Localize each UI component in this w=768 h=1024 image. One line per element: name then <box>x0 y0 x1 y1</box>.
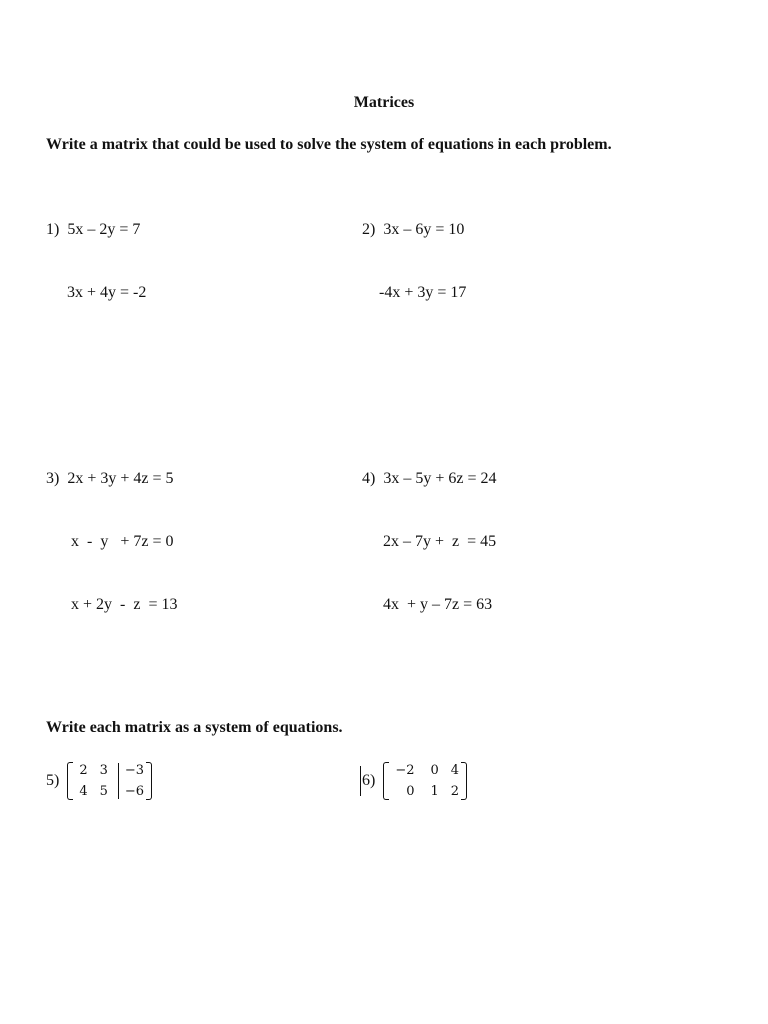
problem-number: 6) <box>362 772 376 789</box>
matrix-cell: 0 <box>406 784 415 799</box>
equation: 5x – 2y = 7 <box>67 221 141 238</box>
equation: 2x – 7y + z = 45 <box>383 533 497 550</box>
problem-4 <box>362 426 496 657</box>
matrix-cell: 2 <box>450 784 460 799</box>
matrix-cell: 2 <box>79 763 88 778</box>
problem-number: 4) <box>362 470 376 487</box>
stray-mark <box>360 766 361 796</box>
right-bracket <box>461 762 467 800</box>
problem-number: 2) <box>362 221 376 238</box>
problem-5 <box>46 760 152 802</box>
problem-number: 1) <box>46 221 60 238</box>
matrix-cell: 5 <box>99 784 108 799</box>
section1-instruction: Write a matrix that could be used to solve the system of equations in each problem. <box>46 136 612 153</box>
constant-column <box>449 760 461 802</box>
equation: x - y + 7z = 0 <box>67 533 174 550</box>
equation: 4x + y – 7z = 63 <box>383 596 493 613</box>
equation: 2x + 3y + 4z = 5 <box>67 470 174 487</box>
matrix-cell: 3 <box>99 763 108 778</box>
matrix-cell: −2 <box>395 763 415 778</box>
section2-instruction: Write each matrix as a system of equations. <box>46 719 343 736</box>
matrix-cell: 4 <box>450 763 460 778</box>
matrix-cell: 1 <box>430 784 439 799</box>
equation: 3x – 6y = 10 <box>383 221 465 238</box>
coefficient-matrix <box>73 760 114 802</box>
equation: 3x + 4y = -2 <box>67 284 147 301</box>
matrix-cell: 0 <box>430 763 439 778</box>
equation: 3x – 5y + 6z = 24 <box>383 470 497 487</box>
problem-3 <box>46 426 177 657</box>
matrix-cell: −3 <box>124 763 145 778</box>
augment-divider <box>118 763 119 799</box>
problem-1 <box>46 177 146 345</box>
matrix-cell: −6 <box>124 784 145 799</box>
coefficient-matrix <box>389 760 448 802</box>
right-bracket <box>146 762 152 800</box>
equation: -4x + 3y = 17 <box>379 284 467 301</box>
problem-number: 5) <box>46 772 60 789</box>
equation: x + 2y - z = 13 <box>67 596 178 613</box>
matrix-cell: 4 <box>79 784 88 799</box>
problem-number: 3) <box>46 470 60 487</box>
problem-6 <box>360 760 467 802</box>
page-title: Matrices <box>353 94 415 111</box>
problem-2 <box>362 177 466 345</box>
constant-column <box>123 760 146 802</box>
